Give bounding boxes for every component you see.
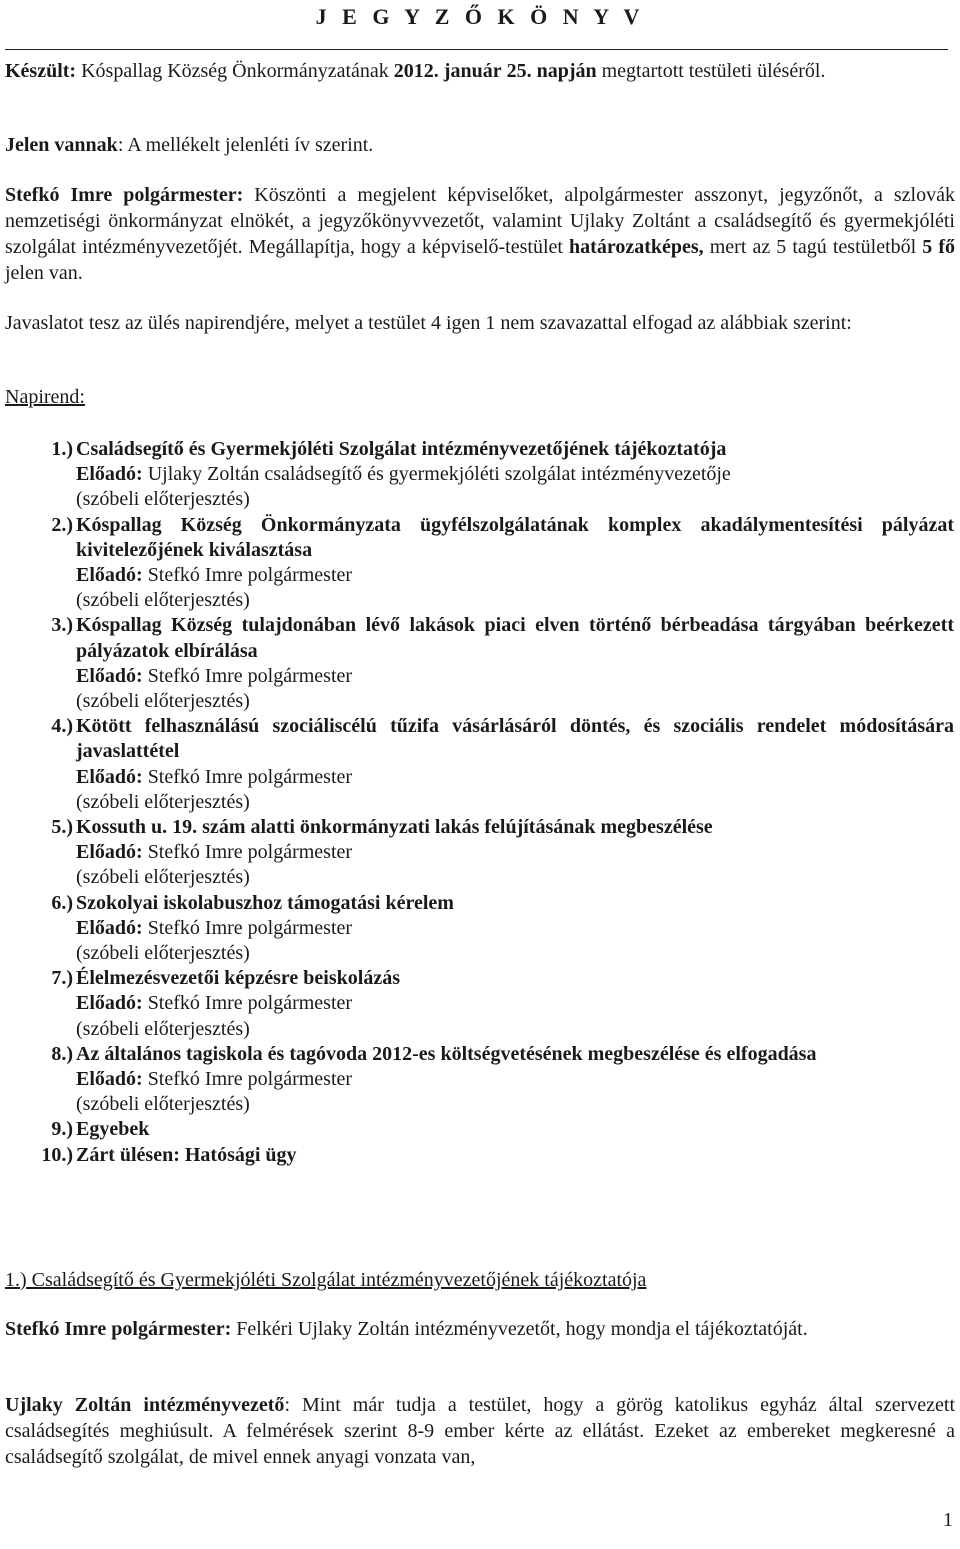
agenda-item-title: Egyebek: [76, 1118, 150, 1141]
agenda-item-1: [0, 437, 960, 513]
agenda-item-presenter: [76, 916, 954, 941]
presenter-name: Stefkó Imre polgármester: [147, 916, 353, 939]
agenda-item-10: [0, 1143, 960, 1168]
agenda-item-9: [0, 1117, 960, 1142]
agenda-item-note: (szóbeli előterjesztés): [76, 1017, 250, 1040]
agenda-item-3: [0, 613, 960, 714]
presenter-name: Ujlaky Zoltán családsegítő és gyermekjóléti szolgálat intézményvezetője: [147, 463, 731, 486]
agenda-item-note: (szóbeli előterjesztés): [76, 488, 250, 511]
made-paragraph: [5, 58, 955, 84]
agenda-item-8: [0, 1042, 960, 1118]
agenda-list: [0, 437, 960, 1168]
agenda-item-title: Kóspallag Község tulajdonában lévő lakások piaci elven történő bérbeadása tárgyában beérkezett pályázatok elbírálása: [76, 614, 954, 662]
section-1-paragraph-1: [5, 1316, 955, 1342]
agenda-item-presenter: [76, 991, 954, 1016]
presenter-name: Stefkó Imre polgármester: [147, 1068, 353, 1091]
made-text-2: megtartott testületi üléséről.: [601, 60, 826, 82]
agenda-item-title: Családsegítő és Gyermekjóléti Szolgálat intézményvezetőjének tájékoztatója: [76, 438, 727, 460]
presenter-label: Előadó:: [76, 463, 143, 486]
presenter-label: Előadó:: [76, 664, 143, 687]
agenda-item-number: 2.): [51, 513, 73, 536]
agenda-item-number: 4.): [51, 715, 73, 738]
made-label: Készült:: [5, 60, 77, 82]
paragraph-speaker: Stefkó Imre polgármester:: [5, 1318, 232, 1340]
agenda-item-presenter: [76, 664, 954, 689]
proposal-paragraph: Javaslatot tesz az ülés napirendjére, melyet a testület 4 igen 1 nem szavazattal elfogad az alábbiak szerint:: [5, 312, 852, 334]
agenda-item-number: 6.): [51, 891, 73, 914]
agenda-item-note: (szóbeli előterjesztés): [76, 942, 250, 965]
agenda-item-presenter: [76, 563, 954, 588]
presenter-label: Előadó:: [76, 564, 143, 587]
document-title: J E G Y Z Ő K Ö N Y V: [315, 4, 645, 29]
intro-text-3: jelen van.: [5, 262, 83, 284]
intro-bold-1: határozatképes,: [569, 236, 704, 258]
presenter-name: Stefkó Imre polgármester: [147, 841, 353, 864]
agenda-item-number: 7.): [51, 967, 73, 990]
presenter-label: Előadó:: [76, 1068, 143, 1091]
made-day: 25.: [506, 60, 532, 82]
presenter-name: Stefkó Imre polgármester: [147, 564, 353, 587]
agenda-item-title: Kossuth u. 19. szám alatti önkormányzati lakás felújításának megbeszélése: [76, 816, 713, 839]
intro-bold-2: 5 fő: [922, 236, 955, 258]
made-napjan: napján: [536, 60, 597, 82]
agenda-item-number: 1.): [51, 438, 73, 460]
agenda-item-note: (szóbeli előterjesztés): [76, 589, 250, 612]
presenter-name: Stefkó Imre polgármester: [147, 765, 353, 788]
agenda-item-number: 10.): [41, 1143, 73, 1166]
made-year: 2012.: [393, 60, 439, 82]
agenda-item-4: [0, 714, 960, 815]
made-text-1: Kóspallag Község Önkormányzatának: [81, 60, 389, 82]
presenter-label: Előadó:: [76, 765, 143, 788]
presenter-label: Előadó:: [76, 916, 143, 939]
presenter-name: Stefkó Imre polgármester: [147, 664, 353, 687]
paragraph-text: : Mint már tudja a testület, hogy a görög katolikus egyház által szervezett családsegítés meghiúsult. A felmérések szerint 8-9 ember kérte az ellátást. Ezeket az embereket megkeresné a családsegítő szolgálat, de mivel ennek anyagi vonzata van,: [5, 1394, 955, 1468]
agenda-item-number: 5.): [51, 816, 73, 839]
present-paragraph: [5, 132, 955, 158]
paragraph-text: Felkéri Ujlaky Zoltán intézményvezetőt, hogy mondja el tájékoztatóját.: [236, 1318, 808, 1340]
agenda-item-number: 3.): [51, 614, 73, 637]
presenter-label: Előadó:: [76, 992, 143, 1015]
intro-text-2: mert az 5 tagú testületből: [709, 236, 917, 258]
agenda-item-title: Élelmezésvezetői képzésre beiskolázás: [76, 967, 400, 990]
agenda-item-presenter: [76, 840, 954, 865]
agenda-item-note: (szóbeli előterjesztés): [76, 790, 250, 813]
agenda-item-presenter: [76, 765, 954, 790]
made-month: január: [443, 60, 502, 82]
paragraph-speaker: Ujlaky Zoltán intézményvezető: [5, 1394, 285, 1416]
agenda-item-title: Kóspallag Község Önkormányzata ügyfélszolgálatának komplex akadálymentesítési pályázat kivitelezőjének kiválasztása: [76, 513, 954, 561]
agenda-item-presenter: [76, 462, 954, 487]
agenda-item-title: Zárt ülésen: Hatósági ügy: [76, 1143, 297, 1166]
section-1-title: 1.) Családsegítő és Gyermekjóléti Szolgálat intézményvezetőjének tájékoztatója: [5, 1269, 647, 1291]
agenda-item-note: (szóbeli előterjesztés): [76, 1093, 250, 1116]
agenda-item-presenter: [76, 1067, 954, 1092]
agenda-item-5: [0, 815, 960, 891]
intro-speaker: Stefkó Imre polgármester:: [5, 184, 244, 206]
agenda-item-2: [0, 513, 960, 614]
agenda-item-note: (szóbeli előterjesztés): [76, 866, 250, 889]
agenda-item-7: [0, 966, 960, 1042]
section-1-paragraph-2: [5, 1392, 955, 1470]
intro-text-1: Köszönti a megjelent képviselőket, alpolgármester asszonyt, jegyzőnőt, a szlovák nemzetiségi önkormányzat elnökét, a jegyzőkönyvvezetőt, valamint Ujlaky Zoltánt a családsegítő és gyermekjóléti szolgálat intézményvezetőjét. Megállapítja, hogy a képviselő-testület: [5, 184, 955, 258]
agenda-item-number: 9.): [51, 1118, 73, 1141]
present-label: Jelen vannak: [5, 134, 118, 156]
present-text: : A mellékelt jelenléti ív szerint.: [117, 134, 374, 156]
agenda-item-number: 8.): [51, 1042, 73, 1065]
presenter-name: Stefkó Imre polgármester: [147, 992, 353, 1015]
presenter-label: Előadó:: [76, 841, 143, 864]
agenda-heading: Napirend:: [5, 386, 85, 408]
agenda-item-title: Az általános tagiskola és tagóvoda 2012-es költségvetésének megbeszélése és elfogadása: [76, 1042, 817, 1065]
title-divider: [5, 49, 948, 50]
page-number: 1: [943, 1509, 953, 1531]
agenda-item-title: Kötött felhasználású szociáliscélú tűzifa vásárlásáról döntés, és szociális rendelet módosítására javaslattétel: [76, 715, 954, 763]
intro-paragraph: [5, 182, 955, 286]
agenda-item-title: Szokolyai iskolabuszhoz támogatási kérelem: [76, 891, 454, 914]
agenda-item-6: [0, 891, 960, 967]
agenda-item-note: (szóbeli előterjesztés): [76, 690, 250, 713]
